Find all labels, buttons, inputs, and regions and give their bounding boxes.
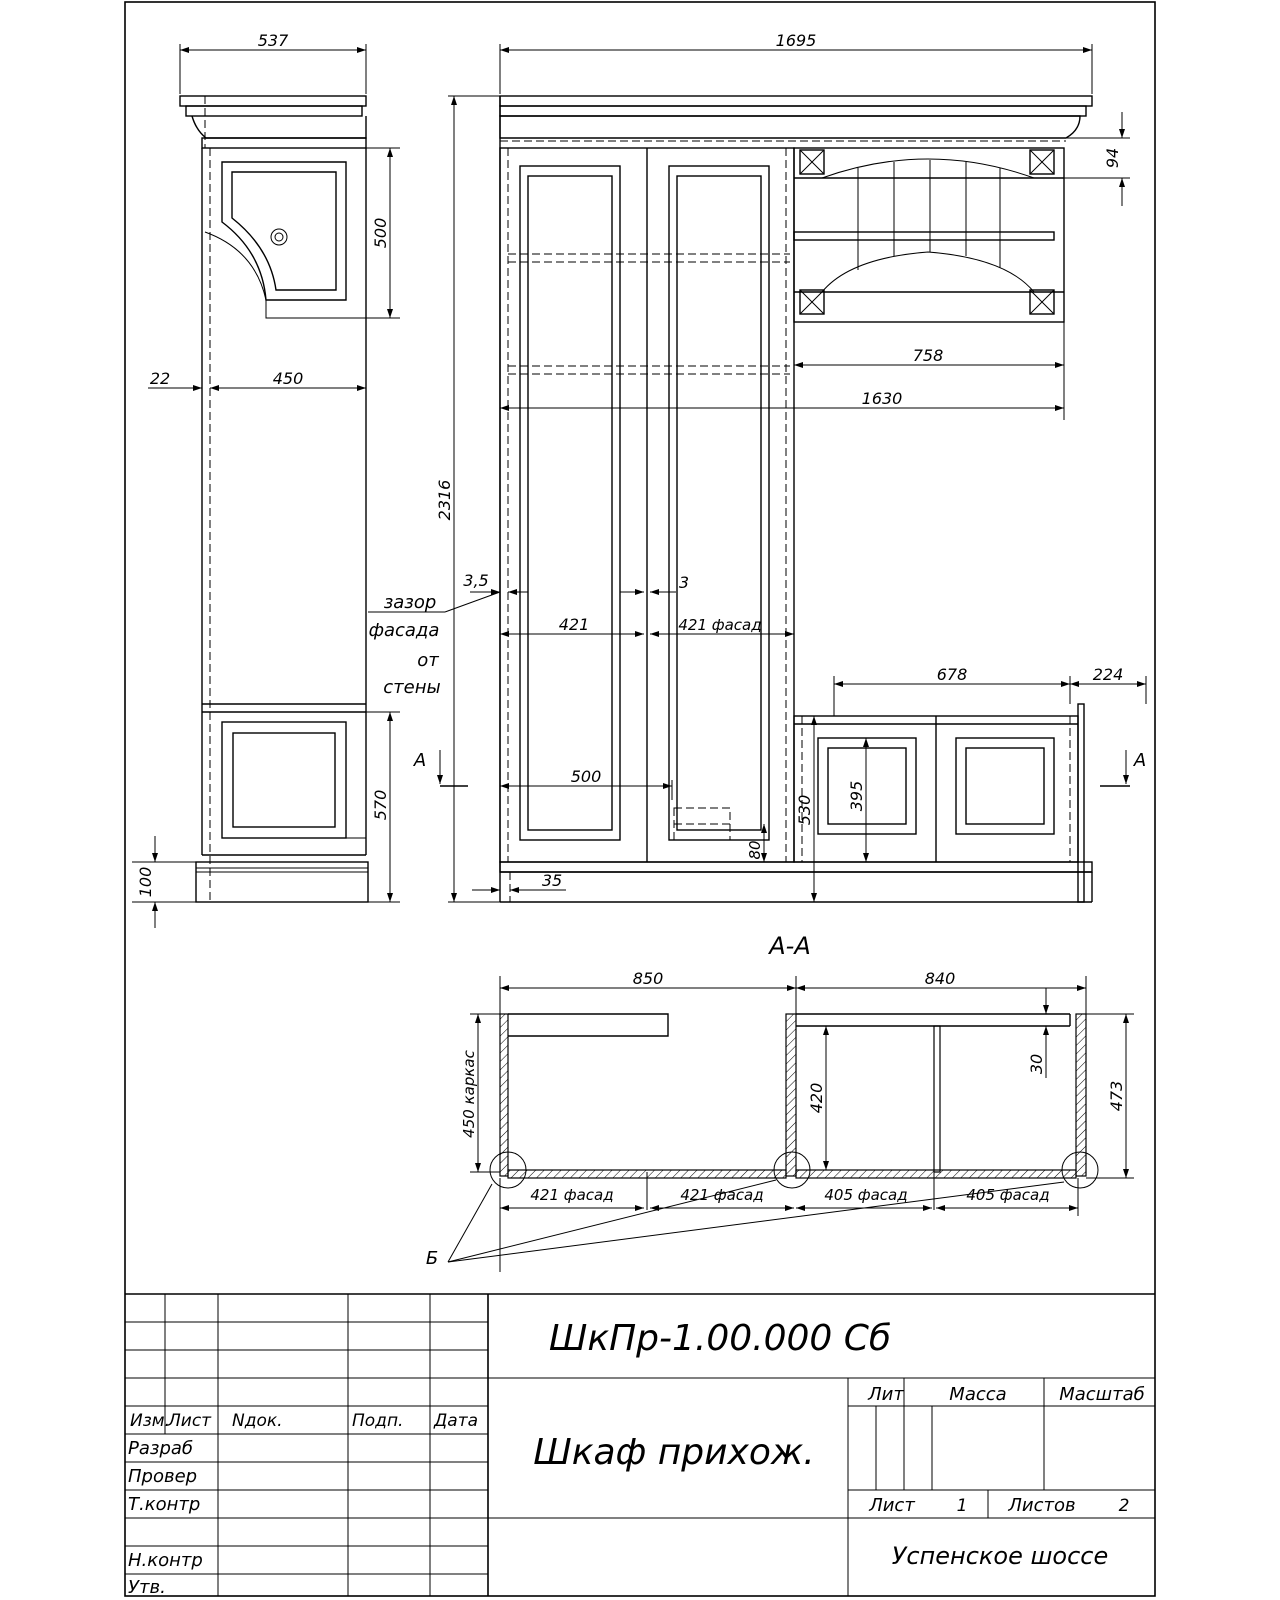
organization: Успенское шоссе [891, 1542, 1109, 1570]
dim-carcass-depth: 450 каркас [460, 1050, 478, 1138]
dim-section-facade-2: 421 фасад [680, 1186, 764, 1204]
col-izm: Изм. [130, 1411, 170, 1431]
side-view-dimensions [132, 31, 400, 928]
note-line-2: фасада [368, 620, 440, 641]
dim-section-right: 840 [924, 969, 956, 988]
section-label: А-А [769, 932, 811, 960]
dim-section-facade-4: 405 фасад [966, 1186, 1050, 1204]
title-block [125, 1294, 1155, 1598]
sheets-label: Листов [1008, 1495, 1076, 1516]
col-list: Лист [168, 1411, 212, 1431]
facade-gap-note [368, 592, 500, 698]
dim-hanger-width: 758 [912, 346, 944, 365]
dim-bench-height: 530 [795, 794, 814, 826]
note-line-1: зазор [383, 592, 437, 613]
row-razrab: Разраб [128, 1438, 194, 1459]
sheets-value: 2 [1118, 1496, 1130, 1516]
dim-side-panel-height: 500 [371, 217, 390, 249]
front-view-dimensions [413, 31, 1146, 902]
row-tkontr: Т.контр [128, 1494, 201, 1515]
note-line-3: от [417, 650, 439, 671]
dim-base-offset: 35 [541, 871, 563, 890]
dim-lower-height: 570 [371, 789, 390, 821]
sheet-label: Лист [869, 1495, 915, 1516]
dim-total-width: 1695 [775, 31, 817, 50]
sheet-value: 1 [956, 1496, 968, 1516]
dim-gap-between: 3 [678, 573, 690, 592]
dim-section-facade-1: 421 фасад [530, 1186, 614, 1204]
drawing-designation: ШкПр-1.00.000 Сб [548, 1318, 892, 1359]
section-mark-right: А [1133, 750, 1147, 771]
dim-leg: 80 [746, 840, 764, 860]
scale-label: Масштаб [1059, 1384, 1145, 1405]
dim-facade-gap: 3,5 [463, 571, 489, 590]
dim-right-depth: 473 [1107, 1080, 1126, 1112]
dim-section-facade-3: 405 фасад [824, 1186, 908, 1204]
dim-bench-side: 224 [1092, 665, 1124, 684]
note-line-4: стены [383, 677, 441, 698]
drawing-title: Шкаф прихож. [533, 1432, 815, 1473]
dim-plinth-offset: 22 [149, 369, 171, 388]
dim-top-facade-height: 94 [1103, 147, 1122, 169]
mass-label: Масса [949, 1384, 1007, 1405]
col-data: Дата [434, 1411, 479, 1431]
side-view [180, 96, 368, 902]
lit-label: Лит [868, 1384, 904, 1405]
row-nkontr: Н.контр [128, 1550, 203, 1571]
row-prover: Провер [128, 1466, 198, 1487]
dim-total-height: 2316 [435, 479, 454, 521]
dim-section-left: 850 [632, 969, 664, 988]
dim-facade-1: 421 [558, 615, 590, 634]
detail-mark: Б [425, 1248, 439, 1269]
row-utv: Утв. [128, 1577, 166, 1598]
dim-inner-width: 1630 [861, 389, 903, 408]
dim-plinth-height: 100 [136, 866, 155, 898]
dim-bench-facade: 395 [847, 780, 866, 812]
section-mark-left: А [413, 750, 427, 771]
dim-depth: 450 [272, 369, 304, 388]
col-podp: Подп. [352, 1411, 404, 1431]
col-ndok: Nдок. [232, 1411, 283, 1431]
dim-bench-depth: 420 [807, 1082, 826, 1114]
dim-side-width: 537 [257, 31, 289, 50]
dim-shelf-width: 500 [570, 767, 602, 786]
dim-bench-width: 678 [936, 665, 968, 684]
dim-offset-30: 30 [1027, 1053, 1046, 1075]
section-view [426, 1014, 1098, 1269]
dim-facade-2: 421 фасад [678, 616, 762, 634]
